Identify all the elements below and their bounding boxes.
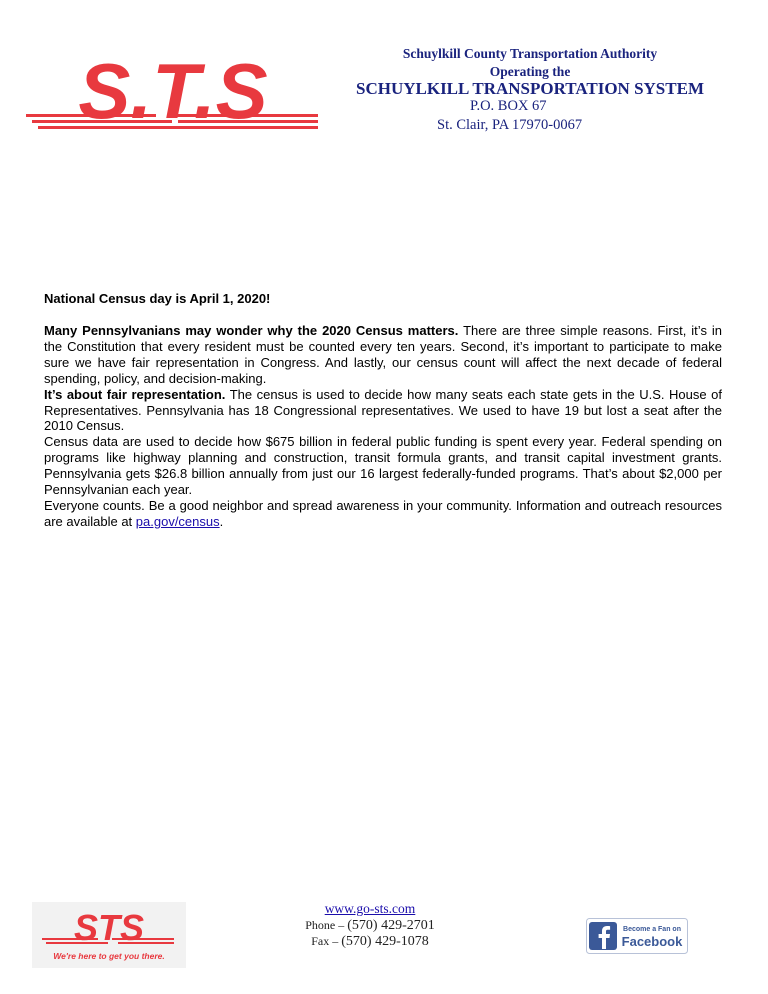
- paragraph-text: Everyone counts. Be a good neighbor and spread awareness in your community. Information and outreach resources are available at: [44, 497, 722, 529]
- system-name: SCHUYLKILL TRANSPORTATION SYSTEM: [356, 79, 704, 98]
- facebook-small-text: Become a Fan on: [623, 926, 681, 933]
- fax-number: (570) 429-1078: [341, 934, 429, 949]
- fax-label: Fax –: [311, 934, 342, 948]
- paragraph-text: The census is used to decide how many seats each state gets in the U.S. House of Representatives. Pennsylvania has 18 Congressional representatives. We used to have 19 but lost a seat after the 2010 Census.: [44, 386, 722, 434]
- paragraph-representation: [44, 387, 722, 435]
- phone-label: Phone –: [305, 918, 348, 932]
- logo-text: S.T.S: [78, 48, 268, 135]
- facebook-big-text: Facebook: [621, 934, 683, 949]
- org-name: Schuylkill County Transportation Authority: [402, 46, 658, 61]
- page-heading: National Census day is April 1, 2020!: [44, 291, 271, 306]
- paragraph-funding: Census data are used to decide how $675 billion in federal public funding is spent every year. Federal spending on programs like highway planning and construction, transit formula grants, and transit capital investment grants. Pennsylvania gets $26.8 billion annually from just our 16 largest federally-funded programs. That’s about $2,000 per Pennsylvanian each year.: [44, 434, 722, 498]
- footer-tagline: We're here to get you there.: [53, 951, 165, 961]
- paragraph-end: .: [219, 513, 224, 529]
- po-box: P.O. BOX 67: [470, 98, 547, 114]
- paragraph-everyone-counts: [44, 498, 722, 530]
- footer-logo-text: STS: [73, 907, 145, 948]
- census-link[interactable]: pa.gov/census: [135, 513, 220, 529]
- phone-number: (570) 429-2701: [347, 918, 435, 933]
- phone-line: [260, 918, 480, 934]
- city-address: St. Clair, PA 17970-0067: [437, 117, 583, 133]
- article-body: [44, 323, 722, 530]
- paragraph-lead: It’s about fair representation.: [44, 386, 226, 402]
- paragraph-text: There are three simple reasons. First, it’s in the Constitution that every resident must be counted every ten years. Second, it’s important to participate to make sure we have fair representation in Congress. And lastly, our census count will affect the next decade of federal spending, policy, and decision-making.: [44, 323, 722, 386]
- paragraph-why-census: [44, 323, 722, 387]
- paragraph-lead: Many Pennsylvanians may wonder why the 2020 Census matters.: [44, 323, 459, 338]
- footer-sts-logo: [32, 902, 186, 968]
- website-link[interactable]: www.go-sts.com: [324, 901, 416, 916]
- operating-label: Operating the: [489, 64, 571, 79]
- fax-line: [260, 934, 480, 950]
- facebook-fan-badge[interactable]: [586, 918, 688, 954]
- sts-logo: [18, 48, 328, 140]
